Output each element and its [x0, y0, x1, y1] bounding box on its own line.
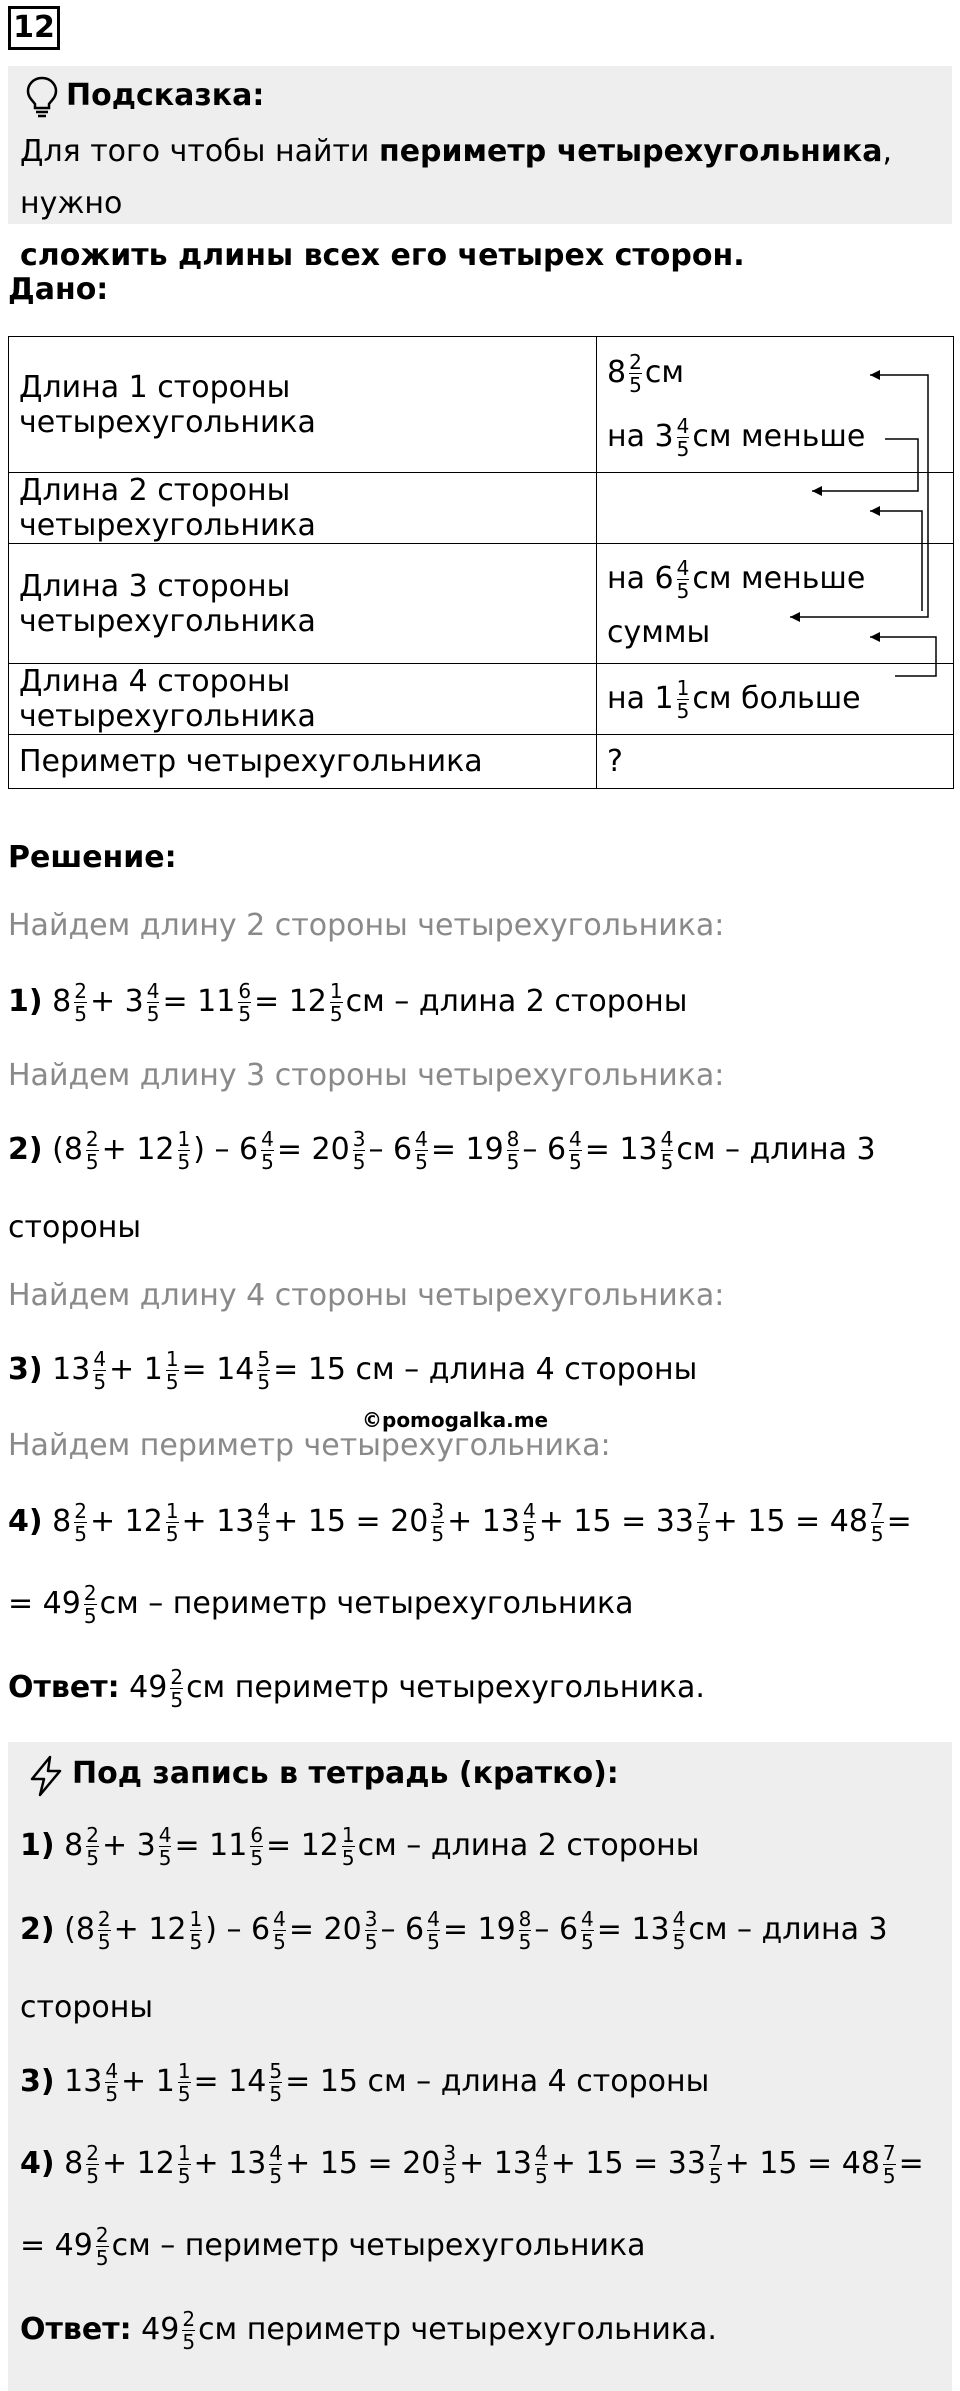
answer: Ответ: 49 $\frac{2}{5}$ см периметр четырехугольника.: [8, 1665, 705, 1712]
step-expression-cont: стороны: [8, 1210, 142, 1245]
hint-text: Для того чтобы найти периметр четырехугольника, нужно сложить длины всех его четырех сторон.: [20, 134, 893, 273]
summary-step: 4) 8 $\frac{2}{5}$ + 12 $\frac{1}{5}$ + 13 $\frac{4}{5}$ + 15 = 20 $\frac{3}{5}$ + 13 $\frac{4}{5}$ + 15 = 33 $\frac{7}{5}$ + 15 = 48 $\frac{7}{5}$ =: [20, 2141, 924, 2188]
step-expression: 4) 8 $\frac{2}{5}$ + 12 $\frac{1}{5}$ + 13 $\frac{4}{5}$ + 15 = 20 $\frac{3}{5}$ + 13 $\frac{4}{5}$ + 15 = 33 $\frac{7}{5}$ + 15 = 48 $\frac{7}{5}$ =: [8, 1499, 912, 1546]
step-comment: Найдем длину 4 стороны четырехугольника:: [8, 1278, 725, 1313]
step-expression: 3) 13 $\frac{4}{5}$ + 1 $\frac{1}{5}$ = 14 $\frac{5}{5}$ = 15 см – длина 4 стороны: [8, 1347, 698, 1394]
given-heading: Дано:: [8, 272, 109, 307]
row-label: Длина 2 стороны четырехугольника: [9, 473, 597, 544]
summary-step: 1) 8 $\frac{2}{5}$ + 3 $\frac{4}{5}$ = 11 $\frac{6}{5}$ = 12 $\frac{1}{5}$ см – длина 2 стороны: [20, 1823, 700, 1870]
row-label: Длина 3 стороны четырехугольника: [9, 544, 597, 664]
hint-title: Подсказка:: [66, 78, 265, 113]
step-comment: Найдем длину 3 стороны четырехугольника:: [8, 1058, 725, 1093]
step-comment: Найдем длину 2 стороны четырехугольника:: [8, 908, 725, 943]
row-value: 8 $\frac{2}{5}$ см на 3 $\frac{4}{5}$ см меньше: [597, 337, 954, 473]
summary-step-cont: стороны: [20, 1990, 154, 2025]
row-value: на 1 $\frac{1}{5}$ см больше: [597, 664, 954, 735]
summary-step: 3) 13 $\frac{4}{5}$ + 1 $\frac{1}{5}$ = 14 $\frac{5}{5}$ = 15 см – длина 4 стороны: [20, 2059, 710, 2106]
summary-step-cont: = 49 $\frac{2}{5}$ см – периметр четырехугольника: [20, 2223, 646, 2270]
row-value: на 6 $\frac{4}{5}$ см меньше суммы: [597, 544, 954, 664]
step-comment: Найдем периметр четырехугольника:: [8, 1428, 611, 1463]
lightning-icon: [24, 1754, 68, 1798]
step-expression-cont: = 49 $\frac{2}{5}$ см – периметр четырехугольника: [8, 1581, 634, 1628]
task-number: 12: [8, 6, 60, 50]
step-expression: 2) (8 $\frac{2}{5}$ + 12 $\frac{1}{5}$ ) – 6 $\frac{4}{5}$ = 20 $\frac{3}{5}$ – 6 $\frac{4}{5}$ = 19 $\frac{8}{5}$ – 6 $\frac{4}{5}$ = 13 $\frac{4}{5}$ см – длина 3: [8, 1127, 876, 1174]
summary-step: 2) (8 $\frac{2}{5}$ + 12 $\frac{1}{5}$ ) – 6 $\frac{4}{5}$ = 20 $\frac{3}{5}$ – 6 $\frac{4}{5}$ = 19 $\frac{8}{5}$ – 6 $\frac{4}{5}$ = 13 $\frac{4}{5}$ см – длина 3: [20, 1907, 888, 1954]
row-value: ?: [597, 735, 954, 789]
step-expression: 1) 8 $\frac{2}{5}$ + 3 $\frac{4}{5}$ = 11 $\frac{6}{5}$ = 12 $\frac{1}{5}$ см – длина 2 стороны: [8, 979, 688, 1026]
solution-heading: Решение:: [8, 840, 177, 875]
summary-answer: Ответ: 49 $\frac{2}{5}$ см периметр четырехугольника.: [20, 2307, 717, 2354]
row-label: Длина 4 стороны четырехугольника: [9, 664, 597, 735]
row-label: Периметр четырехугольника: [9, 735, 597, 789]
summary-title: Под запись в тетрадь (кратко):: [72, 1756, 619, 1791]
summary-box: [8, 1742, 952, 2391]
watermark: ©pomogalka.me: [362, 1408, 549, 1432]
row-label: Длина 1 стороны четырехугольника: [9, 337, 597, 473]
table-arrows: [0, 0, 960, 800]
